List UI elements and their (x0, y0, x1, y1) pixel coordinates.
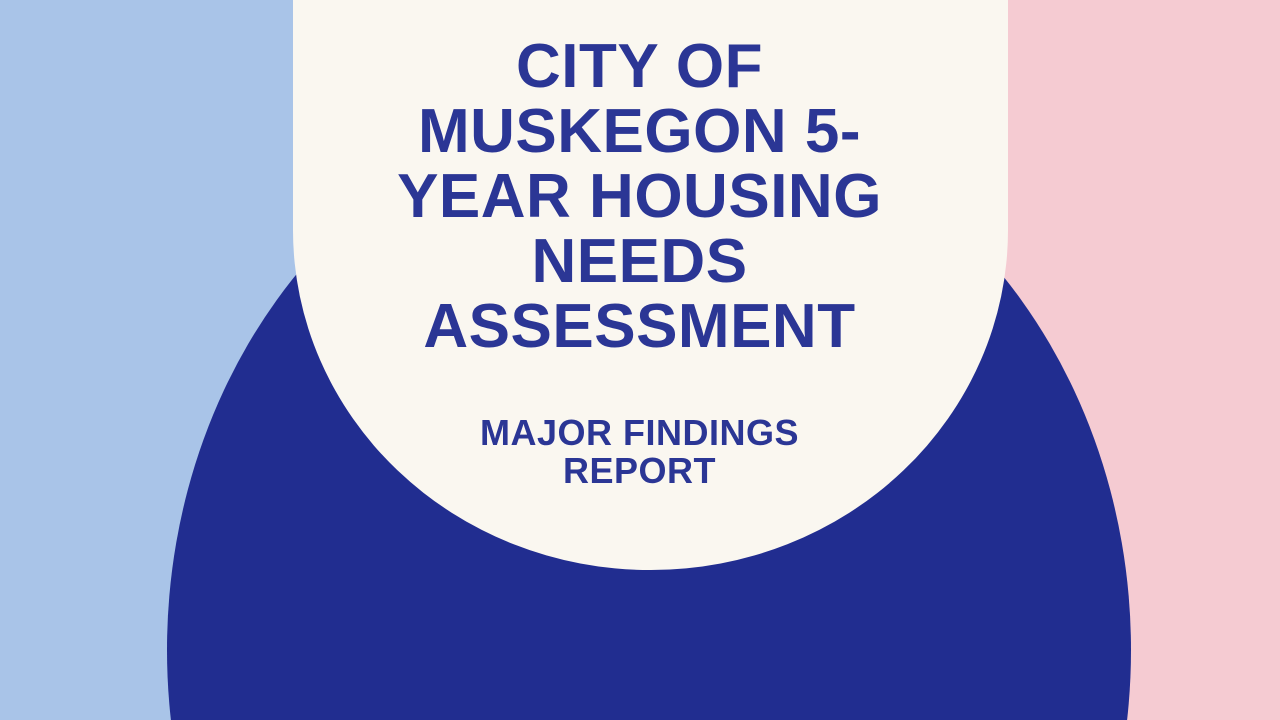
slide-title-line: YEAR HOUSING (397, 162, 882, 231)
slide-subtitle (282, 414, 997, 490)
slide-title-line: ASSESSMENT (423, 292, 856, 361)
slide-title-line: MUSKEGON 5- (418, 97, 861, 166)
slide-subtitle-line: REPORT (562, 450, 716, 491)
slide-title-line: NEEDS (531, 227, 748, 296)
slide-title-line: CITY OF (516, 32, 763, 101)
slide-title (282, 34, 997, 359)
slide-subtitle-line: MAJOR FINDINGS (479, 412, 799, 453)
